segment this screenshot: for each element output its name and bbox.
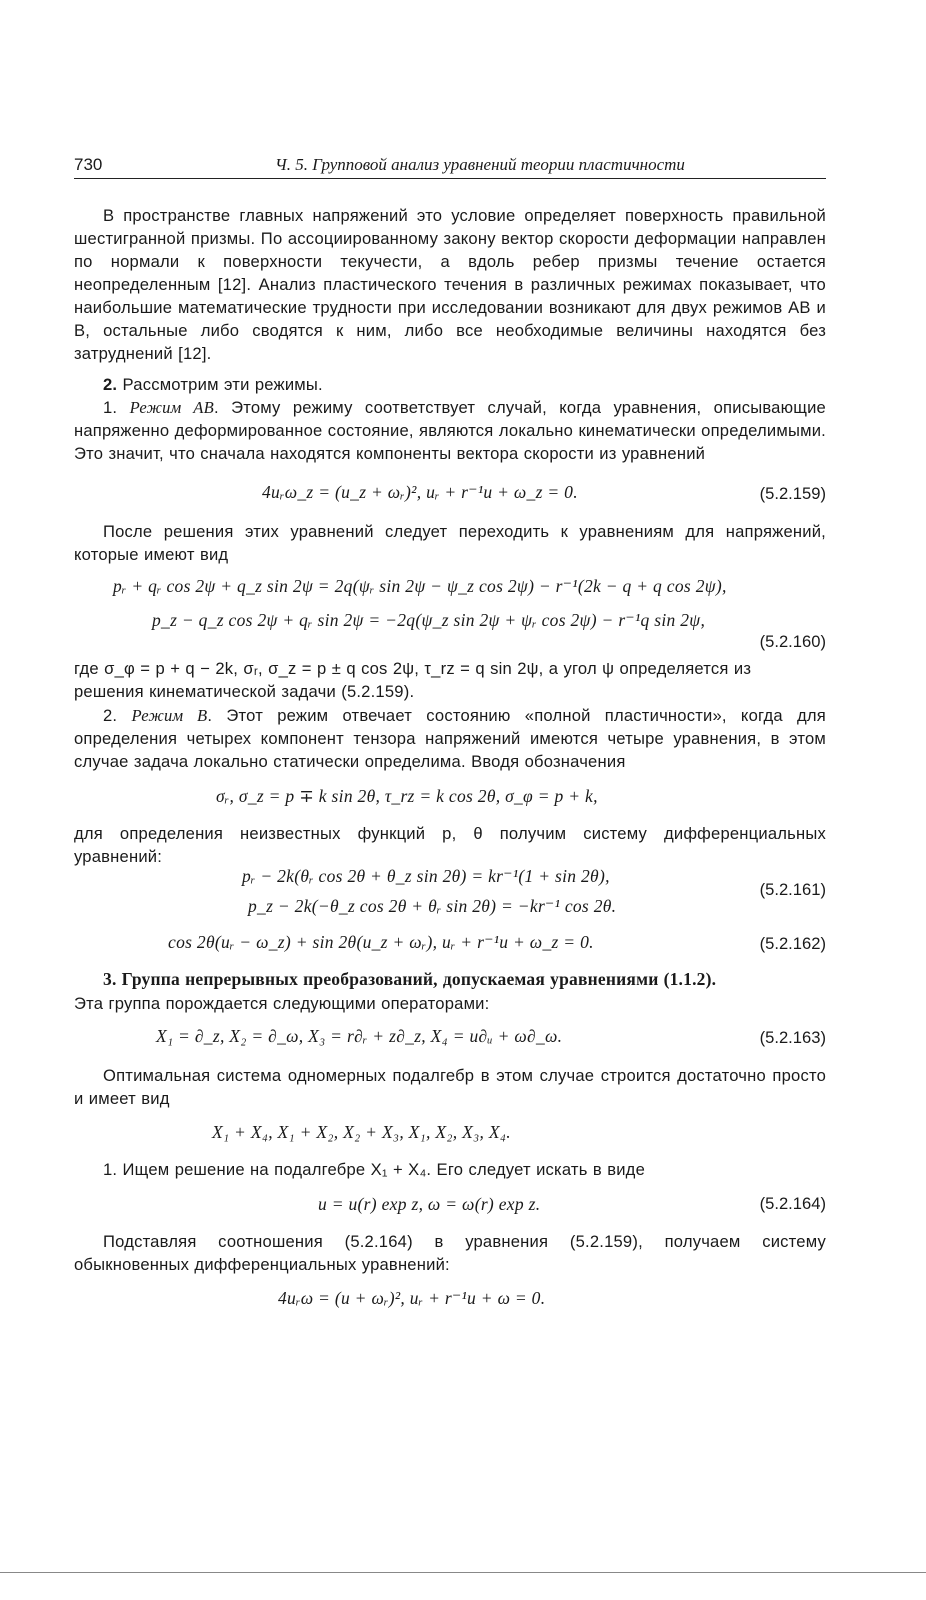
mode-b-paragraph [74,704,826,773]
equation-5-2-164: u = u(r) exp z, ω = ω(r) exp z. [318,1194,541,1214]
section-3-text: Эта группа порождается следующими операторами: [74,994,490,1013]
where-line-2: решения кинематической задачи (5.2.159). [74,682,415,701]
mode-b-title: Режим B [131,706,208,725]
equation-5-2-161-line-2: p_z − 2k(−θ_z cos 2θ + θᵣ sin 2θ) = −kr⁻¹ cos 2θ. [248,896,617,916]
paragraph-notation: для определения неизвестных функций p, θ получим систему дифференциальных уравнений: [74,824,826,866]
page-header [74,152,826,179]
equation-5-2-159: 4uᵣω_z = (u_z + ωᵣ)², uᵣ + r⁻¹u + ω_z = 0. [262,482,578,502]
bottom-edge-line [0,1572,926,1573]
equation-label-164: (5.2.164) [759,1194,826,1213]
section-3-heading: 3. Группа непрерывных преобразований, допускаемая уравнениями (1.1.2). [103,969,717,989]
intro-paragraph: В пространстве главных напряжений это условие определяет поверхность правильной шестигранной призмы. По ассоциированному закону вектор скорости деформации направлен по нормали к поверхности текучести, а вдоль ребер призмы течение остается неопределенным [12]. Анализ пластического течения в различных режимах показывает, что наибольшие математические трудности при исследовании возникают для двух режимов AB и B, остальные либо сводятся к ним, либо все необходимые величины находятся без затруднений [12]. [74,206,826,363]
mode-ab-text: . Этому режиму соответствует случай, когда уравнения, описывающие напряженно деформированное состояние, являются локально кинематически определимыми. Это значит, что сначала находятся компоненты вектора скорости из уравнений [74,398,826,463]
mode-b-number: 2. [103,706,132,725]
equation-label-163: (5.2.163) [759,1028,826,1047]
mode-b-text: . Этот режим отвечает состоянию «полной пластичности», когда для определения четырех компонент тензора напряжений имеются четыре уравнения, в этом случае задача локально статически определима. Вводя обозначения [74,706,826,771]
subalgebras-list: X₁ + X₄, X₁ + X₂, X₂ + X₃, X₁, X₂, X₃, X₄. [212,1122,511,1142]
mode-ab-title: Режим AB [129,398,214,417]
equation-5-2-163: X₁ = ∂_z, X₂ = ∂_ω, X₃ = r∂ᵣ + z∂_z, X₄ = u∂ᵤ + ω∂_ω. [156,1026,563,1046]
equation-5-2-161-line-1: pᵣ − 2k(θᵣ cos 2θ + θ_z sin 2θ) = kr⁻¹(1 + sin 2θ), [242,866,610,886]
mode-ab-number: 1. [103,398,130,417]
where-line-1: где σ_φ = p + q − 2k, σᵣ, σ_z = p ± q cos 2ψ, τ_rz = q sin 2ψ, а угол ψ определяется из [74,659,752,678]
equation-5-2-162: cos 2θ(uᵣ − ω_z) + sin 2θ(u_z + ωᵣ), uᵣ + r⁻¹u + ω_z = 0. [168,932,594,952]
final-equation: 4uᵣω = (u + ωᵣ)², uᵣ + r⁻¹u + ω = 0. [278,1288,546,1308]
equation-label-162: (5.2.162) [759,934,826,953]
equation-5-2-160-line-1: pᵣ + qᵣ cos 2ψ + q_z sin 2ψ = 2q(ψᵣ sin 2ψ − ψ_z cos 2ψ) − r⁻¹(2k − q + q cos 2ψ), [113,576,727,596]
mode-ab-paragraph [74,396,826,465]
running-title: Ч. 5. Групповой анализ уравнений теории пластичности [275,155,685,174]
page-number: 730 [74,155,103,174]
search-paragraph: 1. Ищем решение на подалгебре X₁ + X₄. Его следует искать в виде [103,1160,645,1179]
paragraph-substitution: Подставляя соотношения (5.2.164) в уравнения (5.2.159), получаем систему обыкновенных дифференциальных уравнений: [74,1232,826,1274]
paragraph-after-159: После решения этих уравнений следует переходить к уравнениям для напряжений, которые имеют вид [74,522,826,564]
section-2-heading [74,373,826,396]
equation-label-160: (5.2.160) [759,632,826,651]
section-2-number: 2. [103,375,118,394]
equation-label-159: (5.2.159) [759,484,826,503]
equation-label-161: (5.2.161) [759,880,826,899]
section-2-text: Рассмотрим эти режимы. [117,375,323,394]
equation-5-2-160-line-2: p_z − q_z cos 2ψ + qᵣ sin 2ψ = −2q(ψ_z sin 2ψ + ψᵣ cos 2ψ) − r⁻¹q sin 2ψ, [152,610,706,630]
paragraph-optimal-system: Оптимальная система одномерных подалгебр в этом случае строится достаточно просто и имеет вид [74,1066,826,1108]
notation-formula: σᵣ, σ_z = p ∓ k sin 2θ, τ_rz = k cos 2θ, σ_φ = p + k, [216,786,598,806]
